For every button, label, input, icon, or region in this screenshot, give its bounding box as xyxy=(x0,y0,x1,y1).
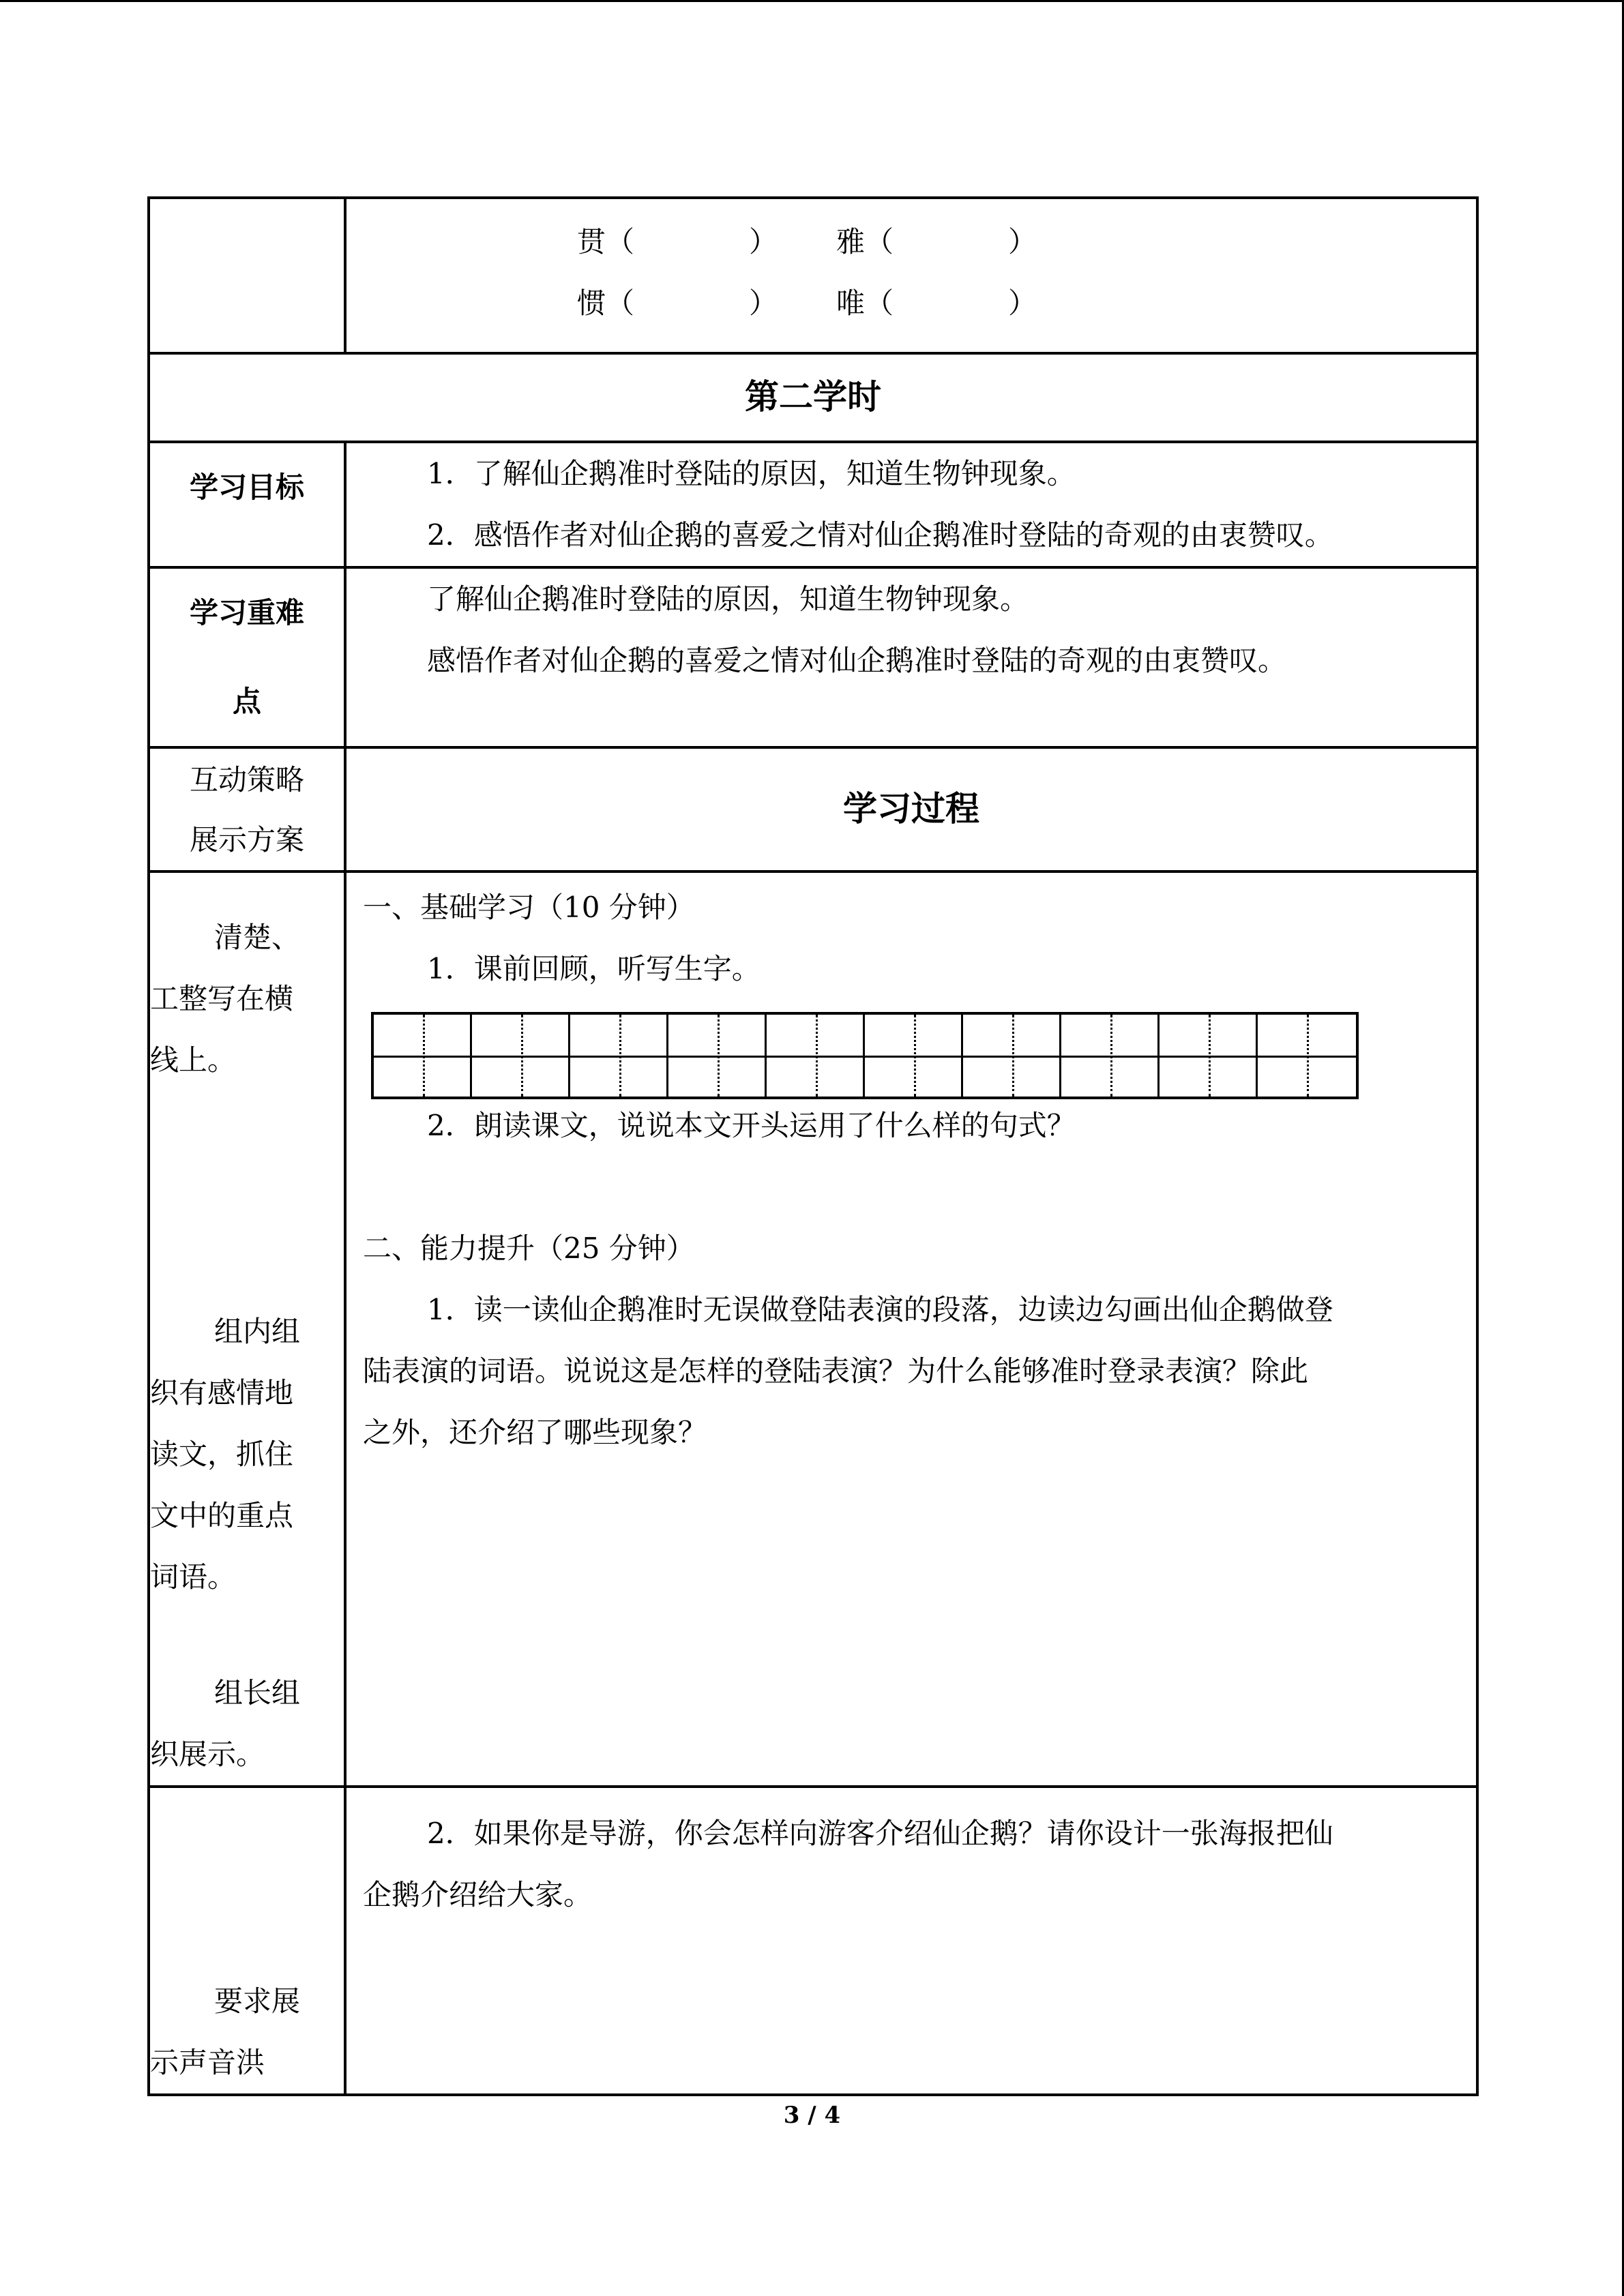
char-ya: 雅（ ） xyxy=(836,225,1037,258)
char-wei: 唯（ ） xyxy=(836,286,1037,320)
goal-item-1: 1．了解仙企鹅准时登陆的原因，知道生物钟现象。 xyxy=(427,457,1076,490)
side-c-line1: 组长组 xyxy=(214,1676,301,1710)
row-section-title xyxy=(149,353,1477,442)
process-label-line1: 互动策略 xyxy=(189,763,304,796)
grid-box[interactable] xyxy=(374,1015,472,1097)
side-b-line1: 组内组 xyxy=(214,1315,301,1348)
row-part2 xyxy=(149,1787,1477,2095)
row-learning-goals xyxy=(149,442,1477,567)
side-spacer-1 xyxy=(150,1091,344,1301)
grid-box[interactable] xyxy=(1160,1015,1258,1097)
part2-side-line1: 要求展 xyxy=(214,1984,301,2018)
goals-label-text: 学习目标 xyxy=(189,471,304,504)
item-poster-l1: 2．如果你是导游，你会怎样向游客介绍仙企鹅？请你设计一张海报把仙 xyxy=(427,1817,1333,1850)
side-a-line1: 清楚、 xyxy=(214,921,301,954)
cell-char-practice xyxy=(345,198,1477,353)
grid-box[interactable] xyxy=(865,1015,963,1097)
key-points-content xyxy=(345,567,1477,747)
side-b-line4: 文中的重点 xyxy=(150,1499,294,1532)
side-a-line3: 线上。 xyxy=(150,1043,237,1077)
dictation-grid[interactable] xyxy=(371,1012,1359,1099)
lesson-table xyxy=(147,196,1479,2096)
char-guan1: 贯（ ） xyxy=(577,225,778,258)
row-key-points xyxy=(149,567,1477,747)
process-title: 学习过程 xyxy=(843,788,979,829)
grid-box[interactable] xyxy=(767,1015,865,1097)
side-c-line2: 织展示。 xyxy=(150,1738,265,1771)
key-points-label-line2: 点 xyxy=(232,685,261,718)
part2-content xyxy=(345,1787,1477,2095)
grid-box[interactable] xyxy=(1258,1015,1356,1097)
page-border-top xyxy=(0,0,1624,2)
grid-box[interactable] xyxy=(570,1015,668,1097)
part1-side-notes xyxy=(149,871,345,1787)
side-b-line2: 织有感情地 xyxy=(150,1376,294,1410)
item-read-paragraph-l3: 之外，还介绍了哪些现象？ xyxy=(363,1416,707,1449)
dictation-grid-area xyxy=(346,1000,1476,1095)
item-poster-l2: 企鹅介绍给大家。 xyxy=(363,1878,593,1911)
part1-content xyxy=(345,871,1477,1787)
heading-basic: 一、基础学习（10 分钟） xyxy=(363,891,695,924)
part2-side-notes xyxy=(149,1787,345,2095)
side-spacer-2 xyxy=(150,1608,344,1663)
heading-ability: 二、能力提升（25 分钟） xyxy=(363,1232,695,1265)
item-review: 1．课前回顾，听写生字。 xyxy=(427,952,761,985)
item-read-paragraph-l1: 1．读一读仙企鹅准时无误做登陆表演的段落，边读边勾画出仙企鹅做登 xyxy=(427,1293,1333,1326)
paren-line-2 xyxy=(346,273,1476,334)
goals-label xyxy=(149,442,345,567)
row-char-practice xyxy=(149,198,1477,353)
process-label-line2: 展示方案 xyxy=(189,823,304,856)
row-process-header xyxy=(149,747,1477,871)
key-points-label-line1: 学习重难 xyxy=(189,596,304,629)
key-point-item-1: 了解仙企鹅准时登陆的原因，知道生物钟现象。 xyxy=(427,582,1029,616)
grid-box[interactable] xyxy=(472,1015,570,1097)
section-title-text: 第二学时 xyxy=(745,376,881,417)
process-title-cell xyxy=(345,747,1477,871)
item-read-paragraph-l2: 陆表演的词语。说说这是怎样的登陆表演？为什么能够准时登录表演？除此 xyxy=(363,1354,1309,1388)
item-reading: 2．朗读课文，说说本文开头运用了什么样的句式？ xyxy=(427,1109,1076,1142)
key-points-label xyxy=(149,567,345,747)
paren-line-1 xyxy=(346,211,1476,273)
side-b-line3: 读文，抓住 xyxy=(150,1437,294,1471)
goal-item-2: 2．感悟作者对仙企鹅的喜爱之情对仙企鹅准时登陆的奇观的由衷赞叹。 xyxy=(427,518,1333,552)
page-number: 3 / 4 xyxy=(783,2102,841,2129)
side-a-line2: 工整写在横 xyxy=(150,982,294,1015)
gap xyxy=(346,1157,1476,1218)
grid-box[interactable] xyxy=(668,1015,767,1097)
key-point-item-2: 感悟作者对仙企鹅的喜爱之情对仙企鹅准时登陆的奇观的由衷赞叹。 xyxy=(427,644,1287,677)
goals-content xyxy=(345,442,1477,567)
side-b-line5: 词语。 xyxy=(150,1560,237,1594)
section-title xyxy=(149,353,1477,442)
grid-box[interactable] xyxy=(1061,1015,1160,1097)
row-part1 xyxy=(149,871,1477,1787)
cell-empty xyxy=(149,198,345,353)
grid-box[interactable] xyxy=(963,1015,1061,1097)
process-label xyxy=(149,747,345,871)
char-guan2: 惯（ ） xyxy=(577,286,778,320)
part2-side-line2: 示声音洪 xyxy=(150,2046,265,2079)
